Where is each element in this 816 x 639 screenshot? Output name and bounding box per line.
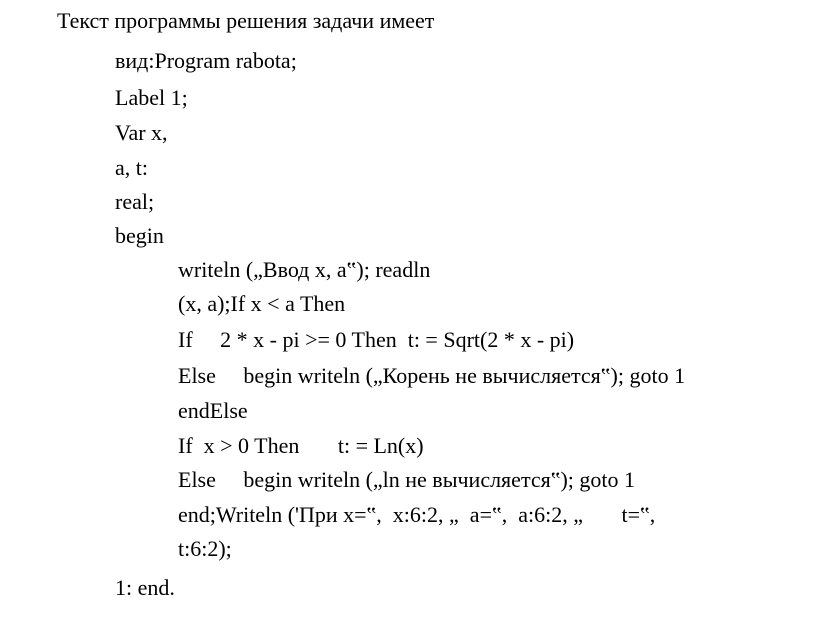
code-line-if-sqrt: If 2 * x - pi >= 0 Then t: = Sqrt(2 * x - pi) <box>178 327 575 352</box>
code-line-program: вид:Program rabota; <box>115 48 297 73</box>
code-line-end: 1: end. <box>115 575 175 600</box>
code-line-type: real; <box>115 189 155 214</box>
code-line-if-x-lt-a: (x, a);If x < a Then <box>178 291 346 316</box>
code-line-endelse: endElse <box>178 398 248 423</box>
code-line-label: Label 1; <box>115 85 188 110</box>
code-line-writeln-end: t:6:2); <box>178 536 232 561</box>
code-line-else-ln: Else begin writeln („ln не вычисляется‟); goto 1 <box>178 467 636 492</box>
code-line-writeln-output: end;Writeln ('При x=‟, x:6:2, „ a=‟, a:6:2, „ t=‟, <box>178 502 656 527</box>
intro-line: Текст программы решения задачи имеет <box>57 8 435 33</box>
code-line-writeln-input: writeln („Ввод x, a‟); readln <box>178 257 431 282</box>
code-line-var: Var x, <box>115 120 168 145</box>
code-line-else-sqrt: Else begin writeln („Корень не вычисляется‟); goto 1 <box>178 363 686 388</box>
code-line-begin: begin <box>115 223 164 248</box>
code-line-vars: a, t: <box>115 155 148 180</box>
code-line-if-ln: If x > 0 Then t: = Ln(x) <box>178 433 424 458</box>
